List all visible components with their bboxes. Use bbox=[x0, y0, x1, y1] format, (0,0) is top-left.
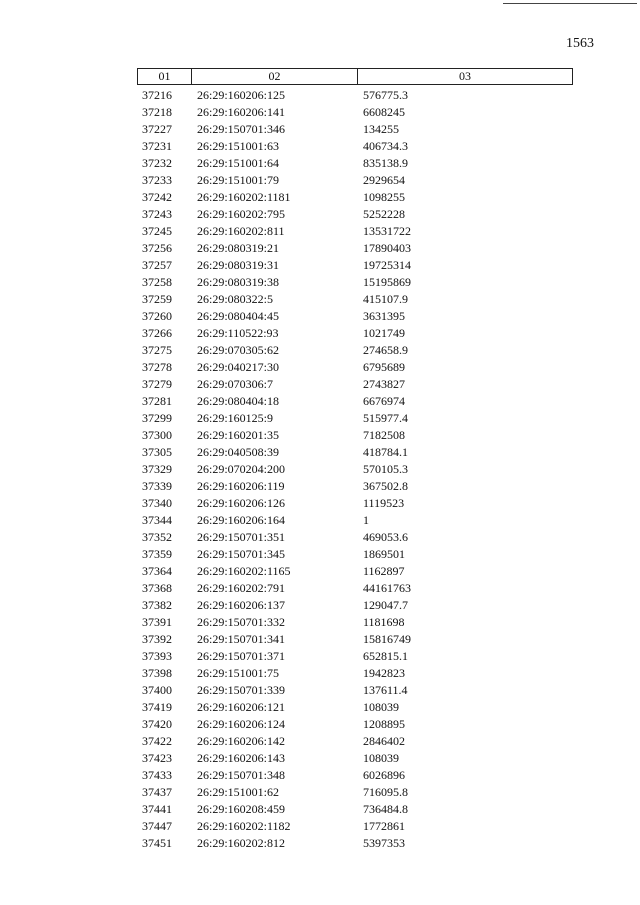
table-cell: 37329 bbox=[142, 462, 172, 476]
table-row bbox=[137, 580, 573, 597]
table-cell: 129047.7 bbox=[363, 598, 408, 612]
table-cell: 7182508 bbox=[363, 428, 405, 442]
table-cell: 37256 bbox=[142, 241, 172, 255]
table-cell: 1942823 bbox=[363, 666, 405, 680]
table-cell: 44161763 bbox=[363, 581, 411, 595]
table-cell: 26:29:150701:346 bbox=[197, 122, 286, 136]
table-row bbox=[137, 597, 573, 614]
table-cell: 26:29:160202:795 bbox=[197, 207, 286, 221]
table-cell: 15816749 bbox=[363, 632, 411, 646]
table-cell: 1119523 bbox=[363, 496, 405, 510]
table-cell: 37423 bbox=[142, 751, 172, 765]
table-cell: 37275 bbox=[142, 343, 172, 357]
table-row bbox=[137, 665, 573, 682]
table-row bbox=[137, 87, 573, 104]
table-cell: 37400 bbox=[142, 683, 172, 697]
table-cell: 37441 bbox=[142, 802, 172, 816]
column-header-01: 01 bbox=[138, 69, 192, 84]
table-row bbox=[137, 325, 573, 342]
table-cell: 37451 bbox=[142, 836, 172, 850]
table-cell: 26:29:151001:62 bbox=[197, 785, 280, 799]
table-cell: 26:29:160202:791 bbox=[197, 581, 286, 595]
table-row bbox=[137, 274, 573, 291]
table-cell: 26:29:160125:9 bbox=[197, 411, 274, 425]
table-cell: 26:29:080319:31 bbox=[197, 258, 280, 272]
table-cell: 26:29:080404:18 bbox=[197, 394, 280, 408]
table-cell: 37352 bbox=[142, 530, 172, 544]
table-cell: 576775.3 bbox=[363, 88, 408, 102]
table-cell: 570105.3 bbox=[363, 462, 408, 476]
table-row bbox=[137, 716, 573, 733]
table-cell: 108039 bbox=[363, 700, 399, 714]
table-cell: 26:29:150701:345 bbox=[197, 547, 286, 561]
table-cell: 37393 bbox=[142, 649, 172, 663]
table-cell: 26:29:150701:341 bbox=[197, 632, 286, 646]
table-cell: 17890403 bbox=[363, 241, 411, 255]
table-cell: 6676974 bbox=[363, 394, 405, 408]
table-row bbox=[137, 155, 573, 172]
table-cell: 37340 bbox=[142, 496, 172, 510]
table-cell: 1 bbox=[363, 513, 369, 527]
table-cell: 26:29:040217:30 bbox=[197, 360, 280, 374]
table-cell: 26:29:080404:45 bbox=[197, 309, 280, 323]
table-cell: 26:29:160201:35 bbox=[197, 428, 280, 442]
table-cell: 26:29:080319:21 bbox=[197, 241, 280, 255]
table-row bbox=[137, 223, 573, 240]
table-cell: 37299 bbox=[142, 411, 172, 425]
table-cell: 5252228 bbox=[363, 207, 405, 221]
table-row bbox=[137, 104, 573, 121]
table-cell: 37231 bbox=[142, 139, 172, 153]
table-cell: 37242 bbox=[142, 190, 172, 204]
table-cell: 37227 bbox=[142, 122, 172, 136]
table-cell: 15195869 bbox=[363, 275, 411, 289]
table-cell: 6795689 bbox=[363, 360, 405, 374]
table-cell: 26:29:160206:121 bbox=[197, 700, 286, 714]
column-header-02: 02 bbox=[192, 69, 358, 84]
table-row bbox=[137, 461, 573, 478]
table-cell: 37392 bbox=[142, 632, 172, 646]
table-row bbox=[137, 750, 573, 767]
table-cell: 37278 bbox=[142, 360, 172, 374]
table-cell: 26:29:080322:5 bbox=[197, 292, 274, 306]
table-cell: 37259 bbox=[142, 292, 172, 306]
table-row bbox=[137, 767, 573, 784]
table-cell: 26:29:151001:64 bbox=[197, 156, 280, 170]
table-cell: 26:29:150701:339 bbox=[197, 683, 286, 697]
table-cell: 26:29:160206:141 bbox=[197, 105, 286, 119]
table-cell: 1869501 bbox=[363, 547, 405, 561]
table-cell: 652815.1 bbox=[363, 649, 408, 663]
table-row bbox=[137, 818, 573, 835]
table-cell: 26:29:160202:1165 bbox=[197, 564, 291, 578]
table-cell: 469053.6 bbox=[363, 530, 408, 544]
table-row bbox=[137, 410, 573, 427]
table-row bbox=[137, 835, 573, 852]
table-cell: 37232 bbox=[142, 156, 172, 170]
table-cell: 37233 bbox=[142, 173, 172, 187]
column-header-03: 03 bbox=[459, 69, 471, 83]
table-row bbox=[137, 682, 573, 699]
table-row bbox=[137, 495, 573, 512]
table-cell: 26:29:080319:38 bbox=[197, 275, 280, 289]
table-row bbox=[137, 393, 573, 410]
table-cell: 37382 bbox=[142, 598, 172, 612]
table-cell: 1181698 bbox=[363, 615, 405, 629]
table-cell: 26:29:160206:119 bbox=[197, 479, 285, 493]
table-cell: 37420 bbox=[142, 717, 172, 731]
table-cell: 37368 bbox=[142, 581, 172, 595]
table-cell: 406734.3 bbox=[363, 139, 408, 153]
table-body bbox=[137, 87, 573, 852]
table-row bbox=[137, 546, 573, 563]
table-cell: 1162897 bbox=[363, 564, 405, 578]
table-row bbox=[137, 444, 573, 461]
table-cell: 26:29:151001:79 bbox=[197, 173, 280, 187]
table-row bbox=[137, 563, 573, 580]
table-row bbox=[137, 512, 573, 529]
table-row bbox=[137, 801, 573, 818]
top-rule bbox=[503, 3, 637, 4]
table-cell: 515977.4 bbox=[363, 411, 408, 425]
table-cell: 37437 bbox=[142, 785, 172, 799]
table-row bbox=[137, 614, 573, 631]
table-cell: 37422 bbox=[142, 734, 172, 748]
table-cell: 2743827 bbox=[363, 377, 405, 391]
table-row bbox=[137, 359, 573, 376]
table-cell: 37257 bbox=[142, 258, 172, 272]
table-cell: 37391 bbox=[142, 615, 172, 629]
table-cell: 418784.1 bbox=[363, 445, 408, 459]
table-row bbox=[137, 648, 573, 665]
table-cell: 26:29:160206:143 bbox=[197, 751, 286, 765]
table-cell: 37258 bbox=[142, 275, 172, 289]
table-cell: 37364 bbox=[142, 564, 172, 578]
table-cell: 736484.8 bbox=[363, 802, 408, 816]
table-cell: 26:29:160206:142 bbox=[197, 734, 286, 748]
table-cell: 26:29:160202:1181 bbox=[197, 190, 291, 204]
table-cell: 37245 bbox=[142, 224, 172, 238]
table-cell: 37243 bbox=[142, 207, 172, 221]
table-cell: 37305 bbox=[142, 445, 172, 459]
table-cell: 26:29:160206:126 bbox=[197, 496, 286, 510]
table-row bbox=[137, 291, 573, 308]
table-cell: 26:29:070305:62 bbox=[197, 343, 280, 357]
table-cell: 37447 bbox=[142, 819, 172, 833]
table-cell: 1098255 bbox=[363, 190, 405, 204]
table-cell: 1772861 bbox=[363, 819, 405, 833]
table-row bbox=[137, 631, 573, 648]
table-row bbox=[137, 189, 573, 206]
table-cell: 26:29:110522:93 bbox=[197, 326, 279, 340]
table-row bbox=[137, 257, 573, 274]
table-row bbox=[137, 206, 573, 223]
table-cell: 37218 bbox=[142, 105, 172, 119]
table-cell: 137611.4 bbox=[363, 683, 408, 697]
table-cell: 37266 bbox=[142, 326, 172, 340]
table-cell: 37279 bbox=[142, 377, 172, 391]
table-header bbox=[137, 68, 573, 85]
table-cell: 37339 bbox=[142, 479, 172, 493]
table-cell: 37359 bbox=[142, 547, 172, 561]
table-cell: 716095.8 bbox=[363, 785, 408, 799]
table-cell: 6608245 bbox=[363, 105, 405, 119]
table-row bbox=[137, 376, 573, 393]
table-cell: 1208895 bbox=[363, 717, 405, 731]
table-cell: 26:29:160208:459 bbox=[197, 802, 286, 816]
table-cell: 835138.9 bbox=[363, 156, 408, 170]
table-cell: 274658.9 bbox=[363, 343, 408, 357]
table-row bbox=[137, 172, 573, 189]
table-cell: 134255 bbox=[363, 122, 399, 136]
table-cell: 26:29:160206:125 bbox=[197, 88, 286, 102]
table-cell: 26:29:151001:63 bbox=[197, 139, 280, 153]
table-cell: 26:29:040508:39 bbox=[197, 445, 280, 459]
table-cell: 37433 bbox=[142, 768, 172, 782]
table-cell: 108039 bbox=[363, 751, 399, 765]
table-cell: 3631395 bbox=[363, 309, 405, 323]
table-cell: 2929654 bbox=[363, 173, 405, 187]
table-row bbox=[137, 138, 573, 155]
table-cell: 26:29:160206:124 bbox=[197, 717, 286, 731]
table-row bbox=[137, 427, 573, 444]
table-cell: 26:29:160202:812 bbox=[197, 836, 286, 850]
table-row bbox=[137, 478, 573, 495]
table-cell: 26:29:150701:371 bbox=[197, 649, 286, 663]
table-cell: 2846402 bbox=[363, 734, 405, 748]
table-cell: 37344 bbox=[142, 513, 172, 527]
table-cell: 37398 bbox=[142, 666, 172, 680]
table-cell: 37281 bbox=[142, 394, 172, 408]
table-row bbox=[137, 733, 573, 750]
table-row bbox=[137, 529, 573, 546]
table-cell: 26:29:160206:137 bbox=[197, 598, 286, 612]
table-cell: 19725314 bbox=[363, 258, 411, 272]
table-cell: 26:29:150701:348 bbox=[197, 768, 286, 782]
table-cell: 26:29:160202:811 bbox=[197, 224, 285, 238]
table-cell: 37419 bbox=[142, 700, 172, 714]
table-row bbox=[137, 342, 573, 359]
table-cell: 367502.8 bbox=[363, 479, 408, 493]
table-cell: 415107.9 bbox=[363, 292, 408, 306]
table-row bbox=[137, 308, 573, 325]
table-cell: 26:29:070204:200 bbox=[197, 462, 286, 476]
table-cell: 5397353 bbox=[363, 836, 405, 850]
table-cell: 37300 bbox=[142, 428, 172, 442]
table-cell: 26:29:070306:7 bbox=[197, 377, 274, 391]
table-row bbox=[137, 784, 573, 801]
table-row bbox=[137, 121, 573, 138]
table-cell: 26:29:160202:1182 bbox=[197, 819, 291, 833]
table-row bbox=[137, 699, 573, 716]
table-cell: 1021749 bbox=[363, 326, 405, 340]
table-cell: 37216 bbox=[142, 88, 172, 102]
table-row bbox=[137, 240, 573, 257]
table-cell: 26:29:150701:332 bbox=[197, 615, 286, 629]
table-cell: 13531722 bbox=[363, 224, 411, 238]
table-cell: 26:29:150701:351 bbox=[197, 530, 286, 544]
table-cell: 37260 bbox=[142, 309, 172, 323]
table-cell: 26:29:160206:164 bbox=[197, 513, 286, 527]
table-cell: 26:29:151001:75 bbox=[197, 666, 280, 680]
table-cell: 6026896 bbox=[363, 768, 405, 782]
page-number: 1563 bbox=[566, 36, 594, 51]
